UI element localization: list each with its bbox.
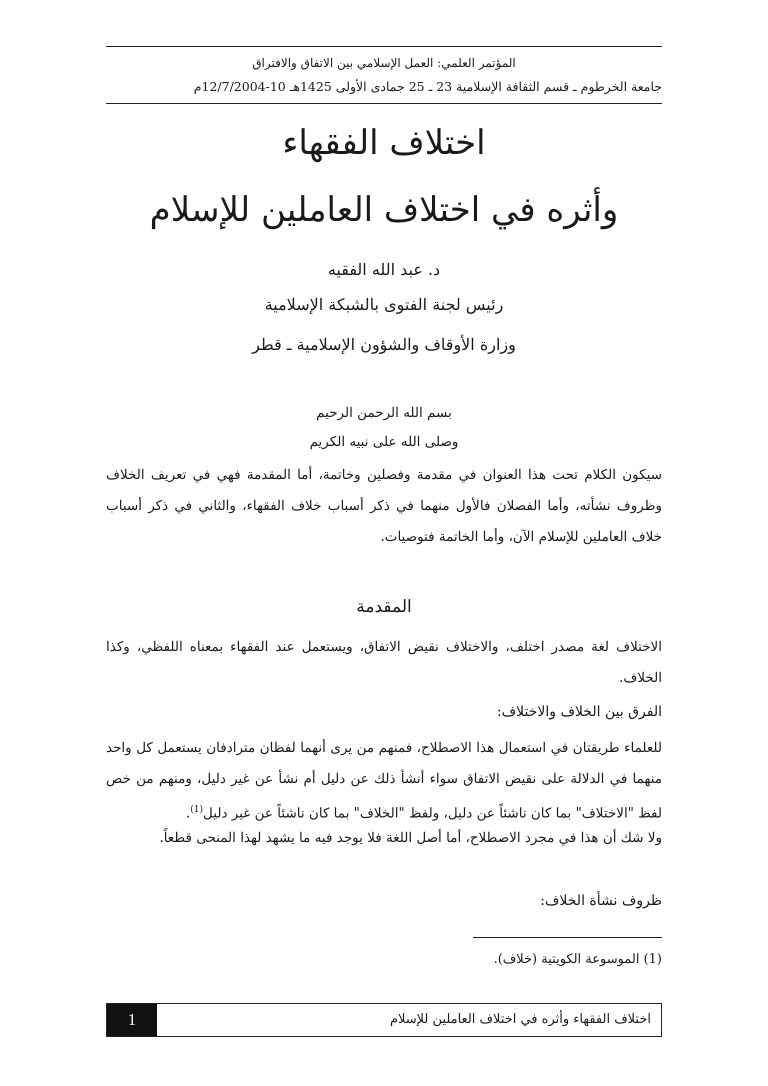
author-affiliation: وزارة الأوقاف والشؤون الإسلامية ـ قطر	[252, 335, 516, 354]
conference-title: المؤتمر العلمي: العمل الإسلامي بين الاتفاق والافتراق	[252, 56, 516, 70]
footnote-rule	[473, 937, 662, 938]
author-role: رئيس لجنة الفتوى بالشبكة الإسلامية	[264, 295, 504, 314]
paper-title-line2: وأثره في اختلاف العاملين للإسلام	[149, 190, 619, 230]
header-bottom-rule	[106, 103, 662, 104]
header-top-rule	[106, 46, 662, 47]
scholars-paragraph: للعلماء طريقتان في استعمال هذا الاصطلاح، فمنهم من يرى أنهما لفظان مترادفان يستعمل كل واحد منهما في الدلالة على نقيض الاتفاق سواء أنشأ ذلك عن دليل أم نشأ عن غير دليل، ومنهم من خص لفظ "الاختلاف" بما كان ناشئاً عن دليل، ولفظ "الخلاف" بما كان ناشئاً عن غير دليل$^{(1)}$.	[106, 740, 662, 822]
intro-paragraph: سيكون الكلام تحت هذا العنوان في مقدمة وفصلين وخاتمة، أما المقدمة فهي في تعريف الخلاف وظروف نشأته، وأما الفصلان فالأول منهما في ذكر أسباب خلاف الفقهاء، والثاني في ذكر أسباب خلاف العاملين للإسلام الآن، وأما الخاتمة فتوصيات.	[106, 467, 662, 545]
author-name: د. عبد الله الفقيه	[327, 260, 441, 279]
section-heading: المقدمة	[356, 597, 412, 617]
footnote-reference[interactable]: (1)	[190, 805, 204, 815]
subheading-origins: ظروف نشأة الخلاف:	[540, 893, 662, 909]
paper-title-line1: اختلاف الفقهاء	[282, 123, 486, 163]
subheading-difference: الفرق بين الخلاف والاختلاف:	[496, 704, 662, 720]
scholars-paragraph-text: للعلماء طريقتان في استعمال هذا الاصطلاح، فمنهم من يرى أنهما لفظان مترادفان يستعمل كل واحد منهما في الدلالة على نقيض الاتفاق سواء أنشأ ذلك عن دليل أم نشأ عن غير دليل، ومنهم من خص لفظ "الاختلاف" بما كان ناشئاً عن دليل، ولفظ "الخلاف" بما كان ناشئاً عن غير دليل	[106, 740, 662, 822]
salat-line: وصلى الله على نبيه الكريم	[309, 434, 459, 450]
page-footer	[106, 1003, 662, 1037]
footnote: (1) الموسوعة الكويتية (خلاف).	[493, 952, 662, 967]
definition-paragraph: الاختلاف لغة مصدر اختلف، والاختلاف نقيض الاتفاق، ويستعمل عند الفقهاء بمعناه اللفظي، وكذا الخلاف.	[106, 639, 662, 686]
basmala: بسم الله الرحمن الرحيم	[316, 405, 452, 421]
conclusion-paragraph: ولا شك أن هذا في مجرد الاصطلاح، أما أصل اللغة فلا يوجد فيه ما يشهد لهذا المنحى قطعاً.	[159, 830, 662, 846]
running-title: اختلاف الفقهاء وأثره في اختلاف العاملين للإسلام	[389, 1012, 651, 1027]
page-number: 1	[107, 1004, 157, 1036]
conference-venue-date: جامعة الخرطوم ـ قسم الثقافة الإسلامية 23 ـ 25 جمادى الأولى 1425هـ 10-12/7/2004م	[193, 79, 662, 94]
